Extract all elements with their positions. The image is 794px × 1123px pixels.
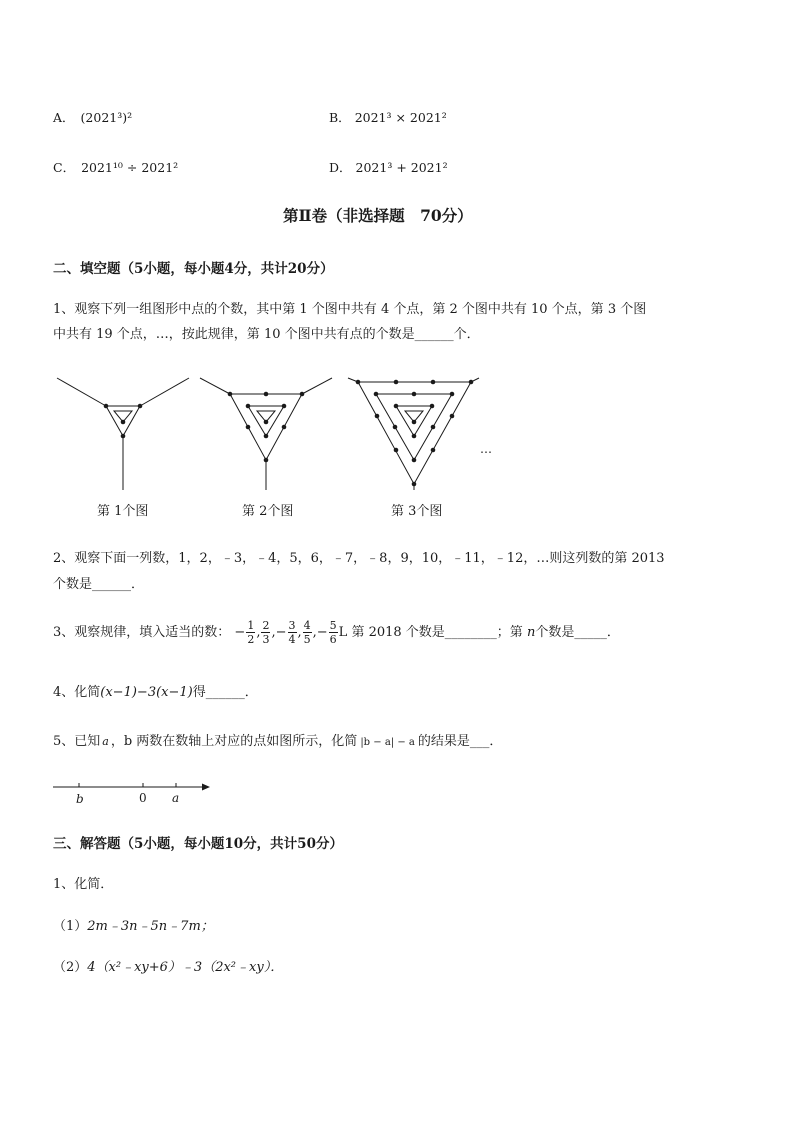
axis-label-b: b	[76, 792, 84, 806]
fraction-sign: ,−	[312, 625, 328, 640]
option-d-expr: 2021³ + 2021²	[355, 160, 448, 175]
q5-expr: |b − a| − a	[360, 737, 415, 748]
section3-heading: 三、解答题（5小题，每小题10分，共计50分）	[53, 836, 343, 852]
number-line	[50, 775, 220, 815]
q4-prefix: 4、化简	[53, 685, 101, 700]
option-a	[53, 108, 132, 126]
q5-line	[53, 729, 502, 755]
option-d	[329, 158, 448, 176]
q3-fractions	[234, 619, 351, 646]
option-b-label: B．	[329, 110, 351, 125]
s3-q1-part1	[53, 914, 214, 939]
ellipsis-glyph: L	[338, 625, 348, 640]
s3-q1-title: 1、化简．	[53, 877, 114, 892]
q4-line	[53, 680, 258, 705]
fraction: $\frac{4}{5}$	[303, 619, 311, 646]
q3-n: n	[526, 625, 536, 640]
fraction-sign: −	[234, 625, 246, 640]
q3-suffix: 个数是_____．	[535, 625, 620, 640]
q5-suffix: 的结果是___．	[417, 734, 503, 749]
q4-suffix: 得______．	[192, 685, 258, 700]
q5-prefix: 5、已知	[53, 734, 101, 749]
fig1-caption: 第 1个图	[97, 504, 149, 519]
section2-heading: 二、填空题（5小题，每小题4分，共计20分）	[53, 261, 334, 277]
axis-label-a: a	[172, 791, 180, 805]
part2-expr: 4（x²﹣xy+6）﹣3（2x²﹣xy）．	[87, 960, 284, 975]
fraction-sign: ,	[297, 625, 302, 640]
fraction: $\frac{3}{4}$	[288, 619, 296, 646]
q3-mid: 第 2018 个数是________；第	[351, 625, 527, 640]
option-d-label: D．	[329, 160, 352, 175]
fraction-sign: ,	[256, 625, 261, 640]
q5-mid: ，b 两数在数轴上对应的点如图所示，化简	[110, 734, 358, 749]
fig3-caption: 第 3个图	[391, 504, 443, 519]
option-a-label: A．	[53, 110, 75, 125]
s3-q1-part2	[53, 955, 283, 980]
fraction-sign: ,−	[271, 625, 287, 640]
q3-line	[53, 615, 620, 651]
q3-prefix: 3、观察规律，填入适当的数：	[53, 625, 231, 640]
q4-expr: (x−1)−3(x−1)	[100, 685, 193, 700]
part2-label: （2）	[53, 960, 88, 975]
fraction: $\frac{2}{3}$	[262, 619, 270, 646]
axis-label-zero: 0	[139, 791, 147, 805]
q5-a: a	[102, 735, 109, 748]
option-c-expr: 2021¹⁰ ÷ 2021²	[81, 160, 179, 175]
q2-line1: 2、观察下面一列数，1，2，﹣3，﹣4，5，6，﹣7，﹣8，9，10，﹣11，﹣12，…则这列数的第 2013	[53, 551, 665, 566]
option-b-expr: 2021³ × 2021²	[354, 110, 447, 125]
option-a-expr: (2021³)²	[80, 110, 133, 125]
figures-ellipsis: …	[480, 442, 492, 456]
part1-expr: 2m﹣3n﹣5n﹣7m；	[87, 919, 214, 934]
part2-title: 第Ⅱ卷（非选择题 70分）	[283, 206, 473, 225]
fraction: $\frac{5}{6}$	[329, 619, 337, 646]
option-c-label: C．	[53, 160, 76, 175]
dot-pattern-figures	[50, 370, 520, 490]
option-b	[329, 108, 447, 126]
option-c	[53, 158, 178, 176]
q2-line2: 个数是______．	[53, 577, 145, 592]
part1-label: （1）	[53, 919, 88, 934]
fig2-caption: 第 2个图	[242, 504, 294, 519]
fraction: $\frac{1}{2}$	[247, 619, 255, 646]
q1-line1: 1、观察下列一组图形中点的个数，其中第 1 个图中共有 4 个点，第 2 个图中共有 10 个点，第 3 个图	[53, 302, 647, 317]
q1-line2: 中共有 19 个点，…，按此规律，第 10 个图中共有点的个数是______个．	[53, 327, 480, 342]
